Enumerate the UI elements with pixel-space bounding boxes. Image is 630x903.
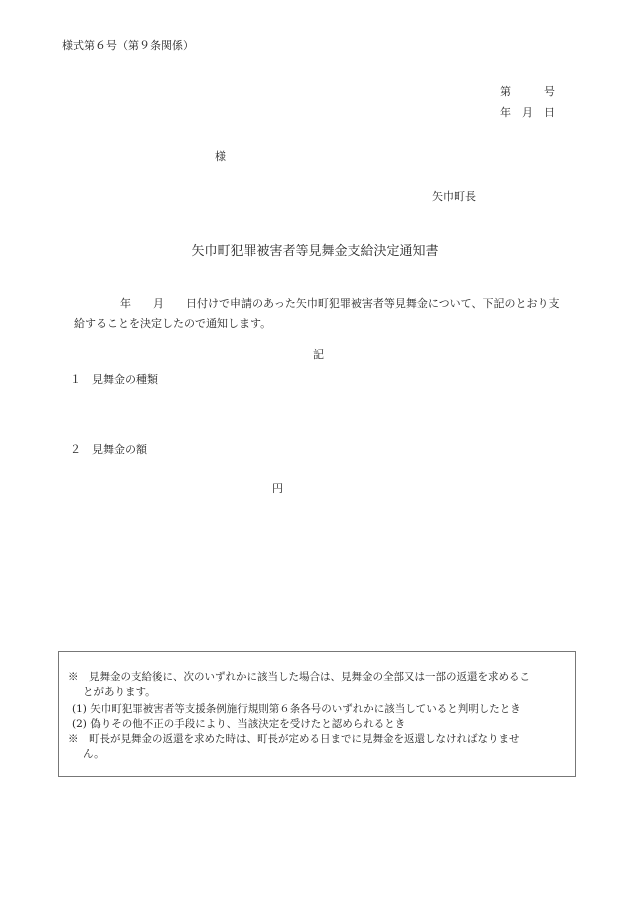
form-label: 様式第６号（第９条関係） [62, 39, 194, 52]
body-line-1: 年 月 日付けで申請のあった矢巾町犯罪被害者等見舞金について、下記のとおり支 [120, 297, 560, 310]
addressee-suffix: 様 [215, 150, 226, 163]
note-1-line-a: ※ 見舞金の支給後に、次のいずれかに該当した場合は、見舞金の全部又は一部の返還を求めるこ [68, 671, 530, 683]
document-date: 年 月 日 [500, 106, 555, 119]
note-2-line-a: ※ 町長が見舞金の返還を求めた時は、町長が定める日までに見舞金を返還しなければなりませ [68, 733, 520, 745]
yen-unit: 円 [272, 482, 283, 495]
body-line-2: 給することを決定したので通知します。 [74, 317, 272, 330]
note-sub-1: (1) 矢巾町犯罪被害者等支援条例施行規則第６条各号のいずれかに該当していると判明したとき [72, 703, 521, 715]
body-paragraph [74, 294, 584, 334]
item-1-type: １ 見舞金の種類 [70, 373, 158, 386]
issuer: 矢巾町長 [432, 190, 476, 203]
document-number: 第 号 [500, 85, 555, 98]
note-2-line-b: ん。 [83, 748, 105, 760]
ki-heading: 記 [313, 348, 324, 361]
document-title: 矢巾町犯罪被害者等見舞金支給決定通知書 [191, 244, 439, 259]
notes-box [58, 651, 576, 777]
item-2-amount: ２ 見舞金の額 [70, 443, 147, 456]
note-1-line-b: とがあります。 [83, 686, 156, 698]
note-sub-2: (2) 偽りその他不正の手段により、当該決定を受けたと認められるとき [72, 718, 406, 730]
